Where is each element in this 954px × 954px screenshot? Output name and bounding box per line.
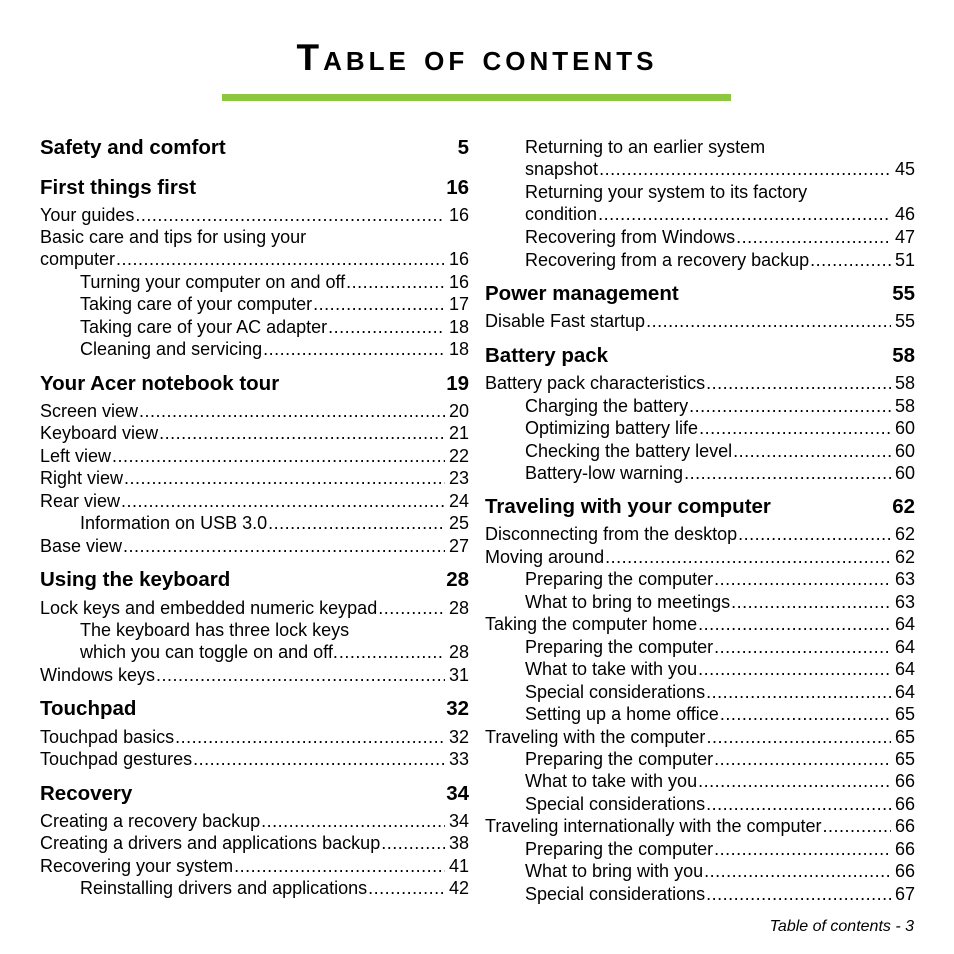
toc-entry-label: Special considerations (525, 682, 706, 702)
toc-entry-label: computer (40, 249, 116, 269)
dot-leader (720, 703, 891, 725)
toc-entry[interactable] (40, 204, 469, 226)
toc-entry[interactable] (525, 681, 915, 703)
dot-leader (605, 546, 891, 568)
dot-leader (121, 490, 445, 512)
toc-page-number: 46 (894, 204, 915, 224)
toc-entry[interactable] (80, 271, 469, 293)
toc-entry[interactable] (525, 417, 915, 439)
toc-entry-label: Setting up a home office (525, 704, 719, 724)
toc-entry-label: Optimizing battery life (525, 418, 699, 438)
toc-page-number: 55 (894, 311, 915, 331)
toc-page-number: 38 (448, 833, 469, 853)
toc-entry[interactable] (40, 467, 469, 489)
dot-leader (124, 467, 445, 489)
toc-entry-label: Traveling internationally with the computer (485, 816, 822, 836)
toc-entry[interactable] (525, 838, 915, 860)
toc-entry[interactable] (40, 422, 469, 444)
toc-entry[interactable] (40, 535, 469, 557)
toc-entry-label: condition (525, 204, 598, 224)
toc-page-number: 64 (894, 659, 915, 679)
toc-entry-label: Preparing the computer (525, 569, 714, 589)
toc-entry[interactable] (40, 226, 469, 270)
toc-entry-label: Power management (485, 282, 679, 305)
toc-entry[interactable] (525, 440, 915, 462)
toc-entry-label: Creating a drivers and applications backup (40, 833, 381, 853)
toc-entry-label: Screen view (40, 401, 139, 421)
page-footer: Table of contents - 3 (769, 918, 914, 935)
toc-page-number: 33 (448, 749, 469, 769)
dot-leader (731, 591, 891, 613)
toc-entry[interactable] (80, 877, 469, 899)
toc-entry[interactable] (80, 619, 469, 663)
dot-leader (339, 641, 445, 663)
toc-page-number: 66 (894, 861, 915, 881)
toc-page-number: 66 (894, 771, 915, 791)
toc-page-number: 66 (894, 816, 915, 836)
dot-leader (738, 523, 891, 545)
toc-section-heading[interactable] (485, 495, 915, 519)
toc-entry-label: Disable Fast startup (485, 311, 646, 331)
toc-page-number: 24 (448, 491, 469, 511)
toc-entry-label: Special considerations (525, 884, 706, 904)
dot-leader (268, 512, 445, 534)
dot-leader (599, 158, 891, 180)
dot-leader (704, 860, 891, 882)
dot-leader (328, 316, 445, 338)
toc-entry-label: Recovering your system (40, 856, 234, 876)
toc-entry[interactable] (525, 770, 915, 792)
toc-section-heading[interactable] (40, 372, 469, 396)
toc-entry-label: First things first (40, 176, 197, 199)
toc-entry[interactable] (485, 372, 915, 394)
dot-leader (598, 203, 891, 225)
toc-page-number: 65 (894, 749, 915, 769)
dot-leader (810, 249, 891, 271)
toc-page-number: 51 (894, 250, 915, 270)
toc-page-number: 21 (448, 423, 469, 443)
dot-leader (706, 793, 891, 815)
toc-page-number: 28 (448, 642, 469, 662)
dot-leader (123, 535, 445, 557)
dot-leader (698, 613, 891, 635)
toc-page-number: 18 (448, 339, 469, 359)
dot-leader (135, 204, 445, 226)
toc-page-number: 60 (894, 463, 915, 483)
toc-page-number: 16 (448, 249, 469, 269)
toc-entry-label: Preparing the computer (525, 749, 714, 769)
toc-entry[interactable] (40, 748, 469, 770)
toc-page-number: 27 (448, 536, 469, 556)
toc-entry-label: Information on USB 3.0 (80, 513, 268, 533)
dot-leader (714, 568, 891, 590)
toc-page-number: 31 (448, 665, 469, 685)
toc-entry[interactable] (40, 597, 469, 619)
dot-leader (698, 770, 891, 792)
toc-entry-label: Battery pack (485, 344, 609, 367)
toc-entry-label: Turning your computer on and off (80, 272, 346, 292)
toc-page-number: 60 (894, 441, 915, 461)
toc-entry-label: What to take with you (525, 771, 698, 791)
toc-entry-label: Recovering from Windows (525, 227, 736, 247)
dot-leader (139, 400, 445, 422)
dot-leader (116, 248, 445, 270)
toc-entry[interactable] (525, 860, 915, 882)
toc-entry[interactable] (80, 512, 469, 534)
dot-leader (706, 681, 891, 703)
toc-page-number: 18 (448, 317, 469, 337)
toc-entry[interactable] (40, 832, 469, 854)
toc-page-number: 67 (894, 884, 915, 904)
dot-leader (234, 855, 445, 877)
toc-page-number: 47 (894, 227, 915, 247)
toc-entry-label: Battery-low warning (525, 463, 684, 483)
dot-leader (263, 338, 445, 360)
toc-entry[interactable] (525, 181, 915, 225)
toc-entry-label: What to bring to meetings (525, 592, 731, 612)
toc-page-number: 60 (894, 418, 915, 438)
toc-page-number: 32 (446, 697, 469, 720)
toc-page-number: 41 (448, 856, 469, 876)
toc-page-number: 58 (894, 373, 915, 393)
toc-entry[interactable] (80, 293, 469, 315)
toc-entry-label: Left view (40, 446, 112, 466)
toc-entry[interactable] (485, 546, 915, 568)
toc-entry-label: Your Acer notebook tour (40, 372, 280, 395)
toc-entry-label: Recovery (40, 782, 133, 805)
toc-page-number: 58 (892, 344, 915, 367)
toc-entry-label: Checking the battery level (525, 441, 733, 461)
toc-page-number: 64 (894, 637, 915, 657)
toc-entry[interactable] (80, 338, 469, 360)
toc-entry-label: What to bring with you (525, 861, 704, 881)
toc-entry[interactable] (525, 591, 915, 613)
toc-entry-label: Reinstalling drivers and applications (80, 878, 368, 898)
toc-page-number: 32 (448, 727, 469, 747)
dot-leader (346, 271, 445, 293)
toc-entry-label: Special considerations (525, 794, 706, 814)
toc-entry[interactable] (485, 815, 915, 837)
toc-entry-label: Safety and comfort (40, 136, 226, 159)
toc-entry-label: Cleaning and servicing (80, 339, 263, 359)
toc-entry-label: Battery pack characteristics (485, 373, 706, 393)
toc-entry[interactable] (525, 462, 915, 484)
dot-leader (156, 664, 445, 686)
dot-leader (261, 810, 445, 832)
dot-leader (112, 445, 445, 467)
toc-entry[interactable] (485, 726, 915, 748)
dot-leader (733, 440, 891, 462)
toc-entry-label: Right view (40, 468, 124, 488)
toc-entry-label: Traveling with your computer (485, 495, 771, 518)
toc-page-number: 16 (448, 205, 469, 225)
toc-entry-label: Traveling with the computer (485, 727, 706, 747)
toc-entry-label: Base view (40, 536, 123, 556)
toc-page-number: 16 (448, 272, 469, 292)
toc-entry[interactable] (525, 568, 915, 590)
toc-entry-label-line: Basic care and tips for using your (40, 227, 307, 247)
toc-entry[interactable] (525, 136, 915, 180)
toc-page-number: 65 (894, 727, 915, 747)
toc-entry-label: snapshot (525, 159, 599, 179)
toc-entry-label: Lock keys and embedded numeric keypad (40, 598, 378, 618)
toc-page-number: 62 (894, 547, 915, 567)
dot-leader (699, 417, 891, 439)
toc-entry-label: Moving around (485, 547, 605, 567)
toc-entry-label: Touchpad gestures (40, 749, 193, 769)
toc-page-number: 65 (894, 704, 915, 724)
toc-entry[interactable] (525, 793, 915, 815)
toc-entry-label: Charging the battery (525, 396, 689, 416)
toc-entry[interactable] (525, 703, 915, 725)
toc-section-heading[interactable] (40, 176, 469, 200)
toc-page-number: 63 (894, 569, 915, 589)
dot-leader (706, 726, 891, 748)
toc-entry-label: Taking care of your AC adapter (80, 317, 328, 337)
toc-page-number: 22 (448, 446, 469, 466)
toc-section-heading[interactable] (40, 782, 469, 806)
dot-leader (714, 748, 891, 770)
dot-leader (736, 226, 891, 248)
toc-page-number: 23 (448, 468, 469, 488)
dot-leader (381, 832, 445, 854)
toc-page-number: 64 (894, 682, 915, 702)
dot-leader (378, 597, 445, 619)
dot-leader (646, 310, 891, 332)
dot-leader (714, 636, 891, 658)
toc-entry-label: What to take with you (525, 659, 698, 679)
toc-entry-label: Touchpad (40, 697, 137, 720)
toc-page-number: 58 (894, 396, 915, 416)
toc-section-heading[interactable] (485, 344, 915, 368)
toc-entry[interactable] (525, 249, 915, 271)
dot-leader (193, 748, 445, 770)
toc-page-number: 64 (894, 614, 915, 634)
dot-leader (706, 883, 891, 905)
toc-section-heading[interactable] (485, 282, 915, 306)
toc-entry-label-line: Returning to an earlier system (525, 137, 766, 157)
toc-page-number: 55 (892, 282, 915, 305)
toc-page-number: 16 (446, 176, 469, 199)
toc-entry-label-line: Returning your system to its factory (525, 182, 808, 202)
toc-entry-label: Preparing the computer (525, 637, 714, 657)
toc-entry[interactable] (525, 883, 915, 905)
toc-page-number: 34 (448, 811, 469, 831)
toc-page-number: 28 (446, 568, 469, 591)
toc-entry[interactable] (40, 855, 469, 877)
title-underline (222, 94, 731, 101)
toc-page-number: 62 (894, 524, 915, 544)
toc-page-number: 28 (448, 598, 469, 618)
dot-leader (689, 395, 891, 417)
toc-entry[interactable] (40, 664, 469, 686)
toc-entry-label: Disconnecting from the desktop (485, 524, 738, 544)
toc-entry-label: Rear view (40, 491, 121, 511)
dot-leader (698, 658, 891, 680)
toc-page-number: 17 (448, 294, 469, 314)
toc-page-number: 62 (892, 495, 915, 518)
toc-page-number: 25 (448, 513, 469, 533)
toc-entry[interactable] (80, 316, 469, 338)
toc-section-heading[interactable] (40, 697, 469, 721)
dot-leader (706, 372, 891, 394)
toc-page-number: 45 (894, 159, 915, 179)
toc-entry-label: Taking the computer home (485, 614, 698, 634)
toc-page-number: 34 (446, 782, 469, 805)
dot-leader (714, 838, 891, 860)
toc-entry[interactable] (485, 523, 915, 545)
dot-leader (159, 422, 445, 444)
toc-page-number: 5 (457, 136, 469, 159)
toc-entry-label: Windows keys (40, 665, 156, 685)
toc-entry[interactable] (525, 395, 915, 417)
toc-section-heading[interactable] (40, 568, 469, 592)
toc-page-number: 20 (448, 401, 469, 421)
toc-entry-label: Taking care of your computer (80, 294, 313, 314)
toc-entry-label: Your guides (40, 205, 135, 225)
toc-page-number: 42 (448, 878, 469, 898)
toc-entry[interactable] (40, 400, 469, 422)
dot-leader (368, 877, 445, 899)
toc-entry[interactable] (40, 726, 469, 748)
toc-entry[interactable] (485, 310, 915, 332)
toc-entry[interactable] (525, 636, 915, 658)
toc-entry-label: which you can toggle on and off. (80, 642, 338, 662)
toc-entry[interactable] (485, 613, 915, 635)
toc-entry-label: Touchpad basics (40, 727, 175, 747)
toc-page-number: 66 (894, 839, 915, 859)
toc-entry[interactable] (40, 490, 469, 512)
page-title: Table of contents (296, 37, 658, 78)
toc-entry-label: Keyboard view (40, 423, 159, 443)
toc-entry-label: Creating a recovery backup (40, 811, 261, 831)
toc-page-number: 63 (894, 592, 915, 612)
toc-entry-label: Preparing the computer (525, 839, 714, 859)
toc-page-number: 66 (894, 794, 915, 814)
dot-leader (684, 462, 891, 484)
toc-entry-label: Using the keyboard (40, 568, 231, 591)
toc-entry[interactable] (525, 658, 915, 680)
toc-entry-label-line: The keyboard has three lock keys (80, 620, 350, 640)
toc-page-number: 19 (446, 372, 469, 395)
toc-entry-label: Recovering from a recovery backup (525, 250, 810, 270)
toc-entry[interactable] (525, 226, 915, 248)
toc-entry[interactable] (40, 445, 469, 467)
toc-entry[interactable] (525, 748, 915, 770)
dot-leader (175, 726, 445, 748)
toc-entry[interactable] (40, 810, 469, 832)
toc-section-heading[interactable] (40, 136, 469, 160)
dot-leader (823, 815, 892, 837)
dot-leader (313, 293, 445, 315)
